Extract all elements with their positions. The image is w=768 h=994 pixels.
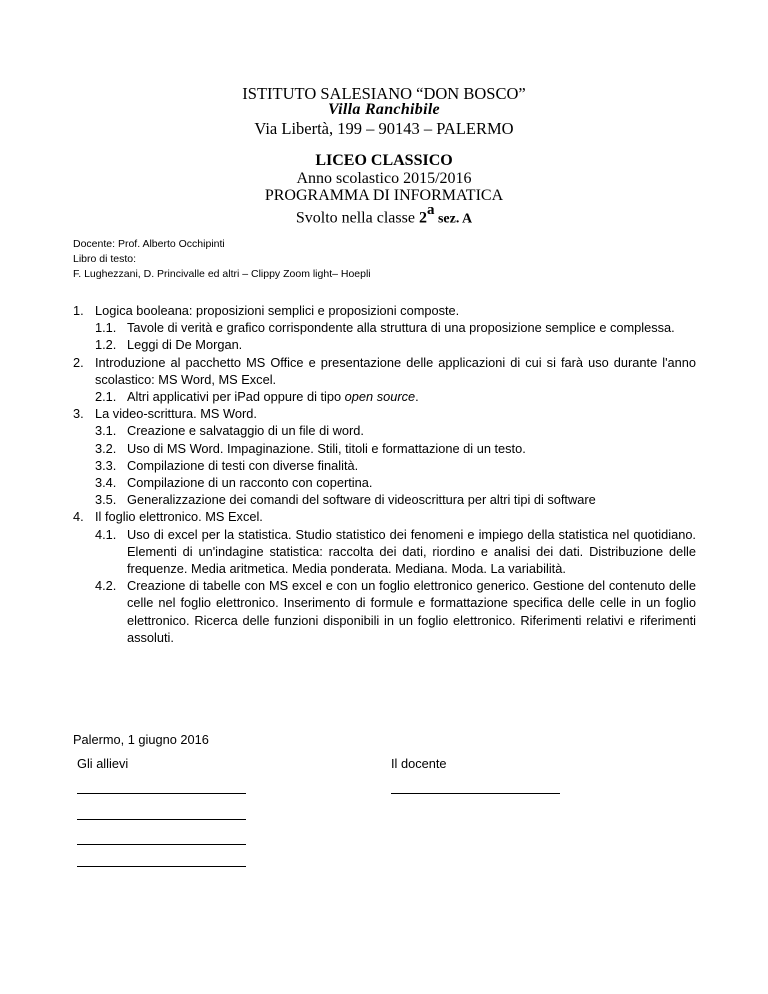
class-superscript: a: [426, 202, 435, 218]
subitem-number: 4.1.: [95, 526, 117, 542]
subitem-text-before: Altri applicativi per iPad oppure di tipo: [127, 389, 345, 405]
list-subitem: [73, 526, 696, 578]
teacher-label: Il docente: [391, 756, 447, 771]
list-subitem: [73, 336, 696, 353]
students-label: Gli allievi: [77, 756, 129, 771]
list-item: [73, 405, 696, 422]
liceo-title: LICEO CLASSICO: [315, 152, 453, 169]
list-subitem: [73, 388, 696, 405]
student-signature-line: [77, 844, 246, 845]
textbook-title: F. Lughezzani, D. Princivalle ed altri – Clippy Zoom light– Hoepli: [73, 268, 371, 280]
subitem-text: Creazione di tabelle con MS excel e con un foglio elettronico generico. Gestione del contenuto delle celle nel foglio elettronico. Inserimento di formule e formattazione specifica delle celle in un foglio elettronico. Ricerca delle funzioni disponibili in un foglio elettronico. Riferimenti relativi e riferimenti assoluti.: [127, 578, 696, 645]
villa-name: Villa Ranchibile: [328, 101, 440, 118]
subitem-number: 3.1.: [95, 423, 117, 439]
class-line: [0, 204, 768, 227]
list-subitem: [73, 440, 696, 457]
class-prefix: Svolto nella classe: [295, 209, 419, 227]
subitem-text: [127, 388, 696, 405]
program-list: [73, 302, 696, 646]
student-signature-line: [77, 819, 246, 820]
subitem-number: 4.2.: [95, 578, 117, 594]
list-subitem: [73, 491, 696, 508]
subitem-number: 3.2.: [95, 440, 117, 456]
program-title: PROGRAMMA DI INFORMATICA: [264, 187, 504, 204]
class-number: 2: [418, 209, 427, 227]
list-item: [73, 302, 696, 319]
student-signature-line: [77, 866, 246, 867]
subitem-text-after: .: [415, 389, 419, 405]
item-text: Il foglio elettronico. MS Excel.: [95, 509, 263, 525]
list-item: [73, 354, 696, 388]
subitem-text: Tavole di verità e grafico corrispondente alla struttura di una proposizione semplice e complessa.: [127, 320, 675, 336]
subitem-number: 1.2.: [95, 337, 117, 353]
place-date: Palermo, 1 giugno 2016: [73, 732, 209, 747]
student-signature-line: [77, 793, 246, 794]
subitem-text: Compilazione di un racconto con copertina.: [127, 475, 373, 491]
item-number: 1.: [73, 303, 84, 318]
school-address: Via Libertà, 199 – 90143 – PALERMO: [254, 119, 514, 138]
subitem-text: Uso di MS Word. Impaginazione. Stili, titoli e formattazione di un testo.: [127, 440, 526, 456]
teacher-signature-line: [391, 793, 560, 794]
subitem-text: Leggi di De Morgan.: [127, 337, 243, 353]
list-subitem: [73, 474, 696, 491]
school-year: Anno scolastico 2015/2016: [296, 170, 472, 187]
list-subitem: [73, 457, 696, 474]
subitem-number: 1.1.: [95, 320, 117, 336]
subitem-text: Generalizzazione dei comandi del software di videoscrittura per altri tipi di software: [127, 492, 596, 508]
item-text: Logica booleana: proposizioni semplici e proposizioni composte.: [95, 303, 460, 318]
subitem-text: Creazione e salvataggio di un file di word.: [127, 423, 364, 439]
textbook-label: Libro di testo:: [73, 253, 137, 265]
item-number: 3.: [73, 406, 84, 422]
item-number: 4.: [73, 509, 84, 525]
item-text: La video-scrittura. MS Word.: [95, 406, 257, 422]
subitem-number: 2.1.: [95, 389, 117, 405]
subitem-number: 3.5.: [95, 492, 117, 508]
item-text: Introduzione al pacchetto MS Office e presentazione delle applicazioni di cui si farà uso durante l'anno scolastico: MS Word, MS Excel.: [95, 354, 696, 387]
subitem-text: Uso di excel per la statistica. Studio statistico dei fenomeni e impiego della statistica nel quotidiano. Elementi di un'indagine statistica: raccolta dei dati, riordino e analisi dei dati. Distribuzione delle frequenze. Media aritmetica. Media ponderata. Mediana. Moda. La variabilità.: [127, 526, 696, 577]
teacher-line: Docente: Prof. Alberto Occhipinti: [73, 238, 225, 250]
class-section: sez. A: [434, 211, 473, 227]
list-subitem: [73, 577, 696, 646]
list-subitem: [73, 319, 696, 336]
subitem-text-italic: open source: [344, 389, 416, 405]
list-subitem: [73, 422, 696, 439]
subitem-number: 3.4.: [95, 475, 117, 491]
subitem-number: 3.3.: [95, 457, 117, 473]
list-item: [73, 508, 696, 525]
item-number: 2.: [73, 354, 84, 370]
school-name: ISTITUTO SALESIANO “DON BOSCO”: [242, 84, 526, 103]
subitem-text: Compilazione di testi con diverse finalità.: [127, 457, 359, 473]
